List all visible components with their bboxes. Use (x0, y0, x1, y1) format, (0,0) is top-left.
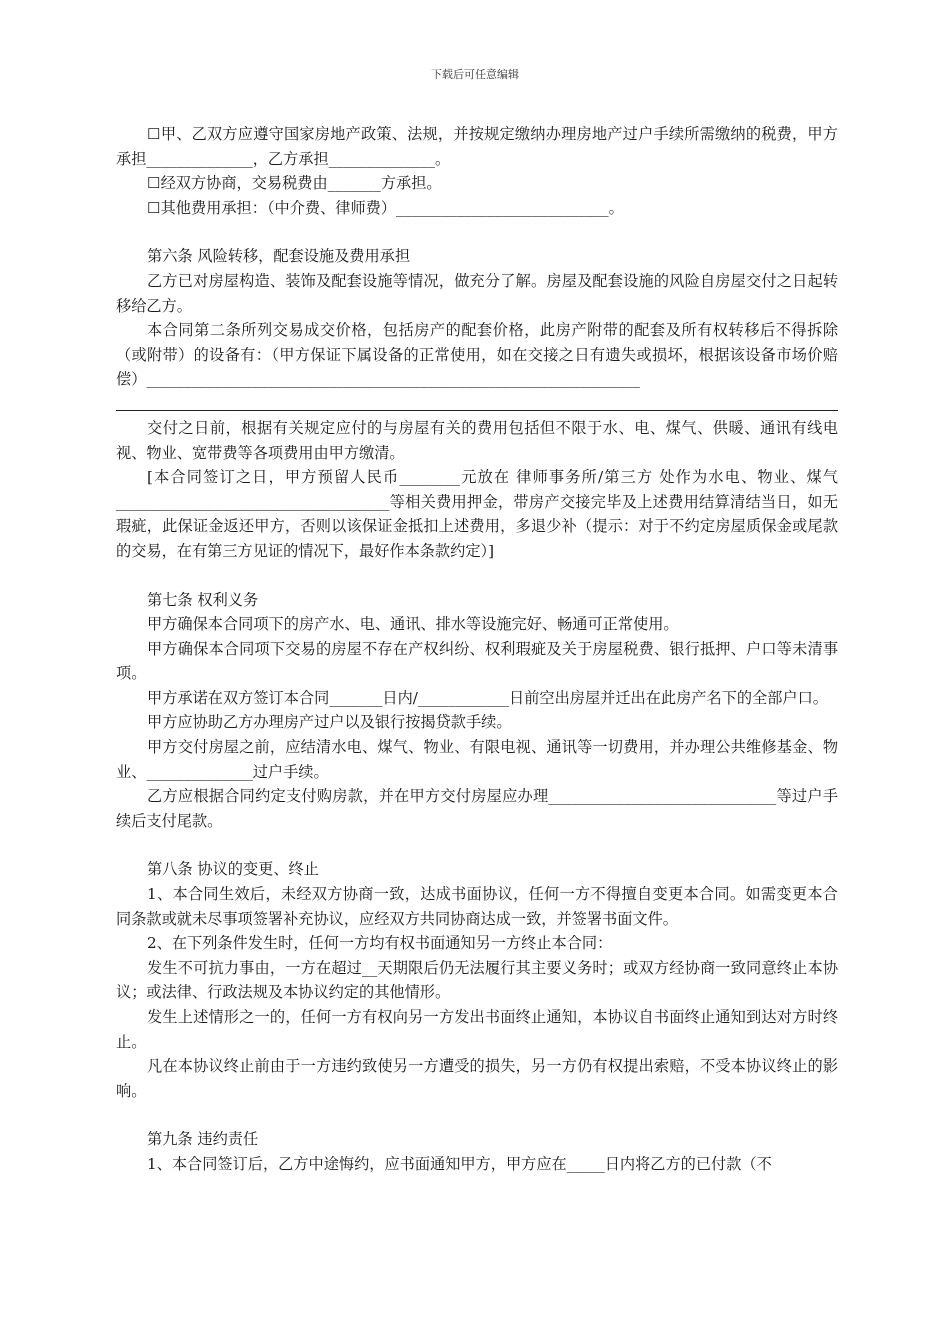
paragraph-force-majeure: 发生不可抗力事由，一方在超过__天期限后仍无法履行其主要义务时；或双方经协商一致同意终止本协议；或法律、行政法规及本协议约定的其他情形。 (116, 958, 838, 1002)
paragraph-assist-transfer: 甲方应协助乙方办理房产过户以及银行按揭贷款手续。 (147, 713, 512, 732)
section-gap (116, 833, 838, 857)
paragraph-amendment: 1、本合同生效后，未经双方协商一致，达成书面协议，任何一方不得擅自变更本合同。如需变更本合同条款或就未尽事项签署补充协议，应经双方共同协商达成一致，并签署书面文件。 (116, 885, 838, 928)
paragraph-facilities: 甲方确保本合同项下的房产水、电、通讯、排水等设施完好、畅通可正常使用。 (147, 615, 679, 634)
clause-tax-split: ☐甲、乙双方应遵守国家房地产政策、法规，并按规定缴纳办理房地产过户手续所需缴纳的税费，甲方承担______________，乙方承担______________。 (116, 125, 838, 168)
paragraph-buyer-default: 1、本合同签订后，乙方中途悔约，应书面通知甲方，甲方应在_____日内将乙方的已付款（不 (147, 1154, 772, 1173)
clause-other-fees: ☐其他费用承担：（中介费、律师费）____________________________。 (147, 198, 624, 217)
section-gap (116, 564, 838, 588)
page-header: 下载后可任意编辑 (431, 68, 519, 81)
paragraph-vacate: 甲方承诺在双方签订本合同_______日内/____________日前空出房屋并迁出在此房产名下的全部户口。 (147, 688, 828, 707)
paragraph-settle-bills: 甲方交付房屋之前，应结清水电、煤气、物业、有限电视、通讯等一切费用，并办理公共维修基金、物业、______________过户手续。 (116, 738, 838, 781)
section-title-6: 第六条 风险转移，配套设施及费用承担 (147, 247, 411, 266)
section-title-8: 第八条 协议的变更、终止 (147, 860, 319, 879)
paragraph-termination-notice: 发生上述情形之一的，任何一方有权向另一方发出书面终止通知，本协议自书面终止通知到达对方时终止。 (116, 1008, 838, 1051)
paragraph-equipment: 本合同第二条所列交易成交价格，包括房产的配套价格，此房产附带的配套及所有权转移后不得拆除（或附带）的设备有：（甲方保证下属设备的正常使用，如在交接之日有遗失或损坏，根据该设备市场价赔偿）_________________________________________________________________ (116, 321, 838, 389)
paragraph-deposit: [本合同签订之日，甲方预留人民币________元放在 律师事务所/第三方 处作为水电、物业、煤气____________________________________等相关费用押金，带房产交接完毕及上述费用结算清结当日，如无瑕疵，此保证金返还甲方，否则以该保证金抵扣上述费用，多退少补（提示：对于不约定房屋质保金或尾款的交易，在有第三方见证的情况下，最好作本条款约定）] (116, 468, 838, 560)
paragraph-no-dispute: 甲方确保本合同项下交易的房屋不存在产权纠纷、权利瑕疵及关于房屋税费、银行抵押、户口等未清事项。 (116, 639, 838, 683)
section-gap (116, 220, 838, 244)
clause-tax-negotiated: ☐经双方协商，交易税费由_______方承担。 (147, 174, 442, 193)
paragraph-risk-transfer: 乙方已对房屋构造、装饰及配套设施等情况，做充分了解。房屋及配套设施的风险自房屋交付之日起转移给乙方。 (116, 271, 838, 315)
fill-in-line (116, 392, 838, 411)
section-title-7: 第七条 权利义务 (147, 590, 259, 609)
section-gap (116, 1103, 838, 1127)
section-title-9: 第九条 违约责任 (147, 1130, 259, 1149)
document-body (116, 122, 838, 1177)
paragraph-termination-right: 2、在下列条件发生时，任何一方均有权书面通知另一方终止本合同： (147, 934, 613, 953)
paragraph-fees-before-delivery: 交付之日前，根据有关规定应付的与房屋有关的费用包括但不限于水、电、煤气、供暖、通讯有线电视、物业、宽带费等各项费用由甲方缴清。 (116, 418, 838, 462)
paragraph-payment: 乙方应根据合同约定支付购房款，并在甲方交付房屋应办理______________________________等过户手续后支付尾款。 (116, 787, 838, 830)
paragraph-claims: 凡在本协议终止前由于一方违约致使另一方遭受的损失，另一方仍有权提出索赔，不受本协议终止的影响。 (116, 1057, 838, 1100)
